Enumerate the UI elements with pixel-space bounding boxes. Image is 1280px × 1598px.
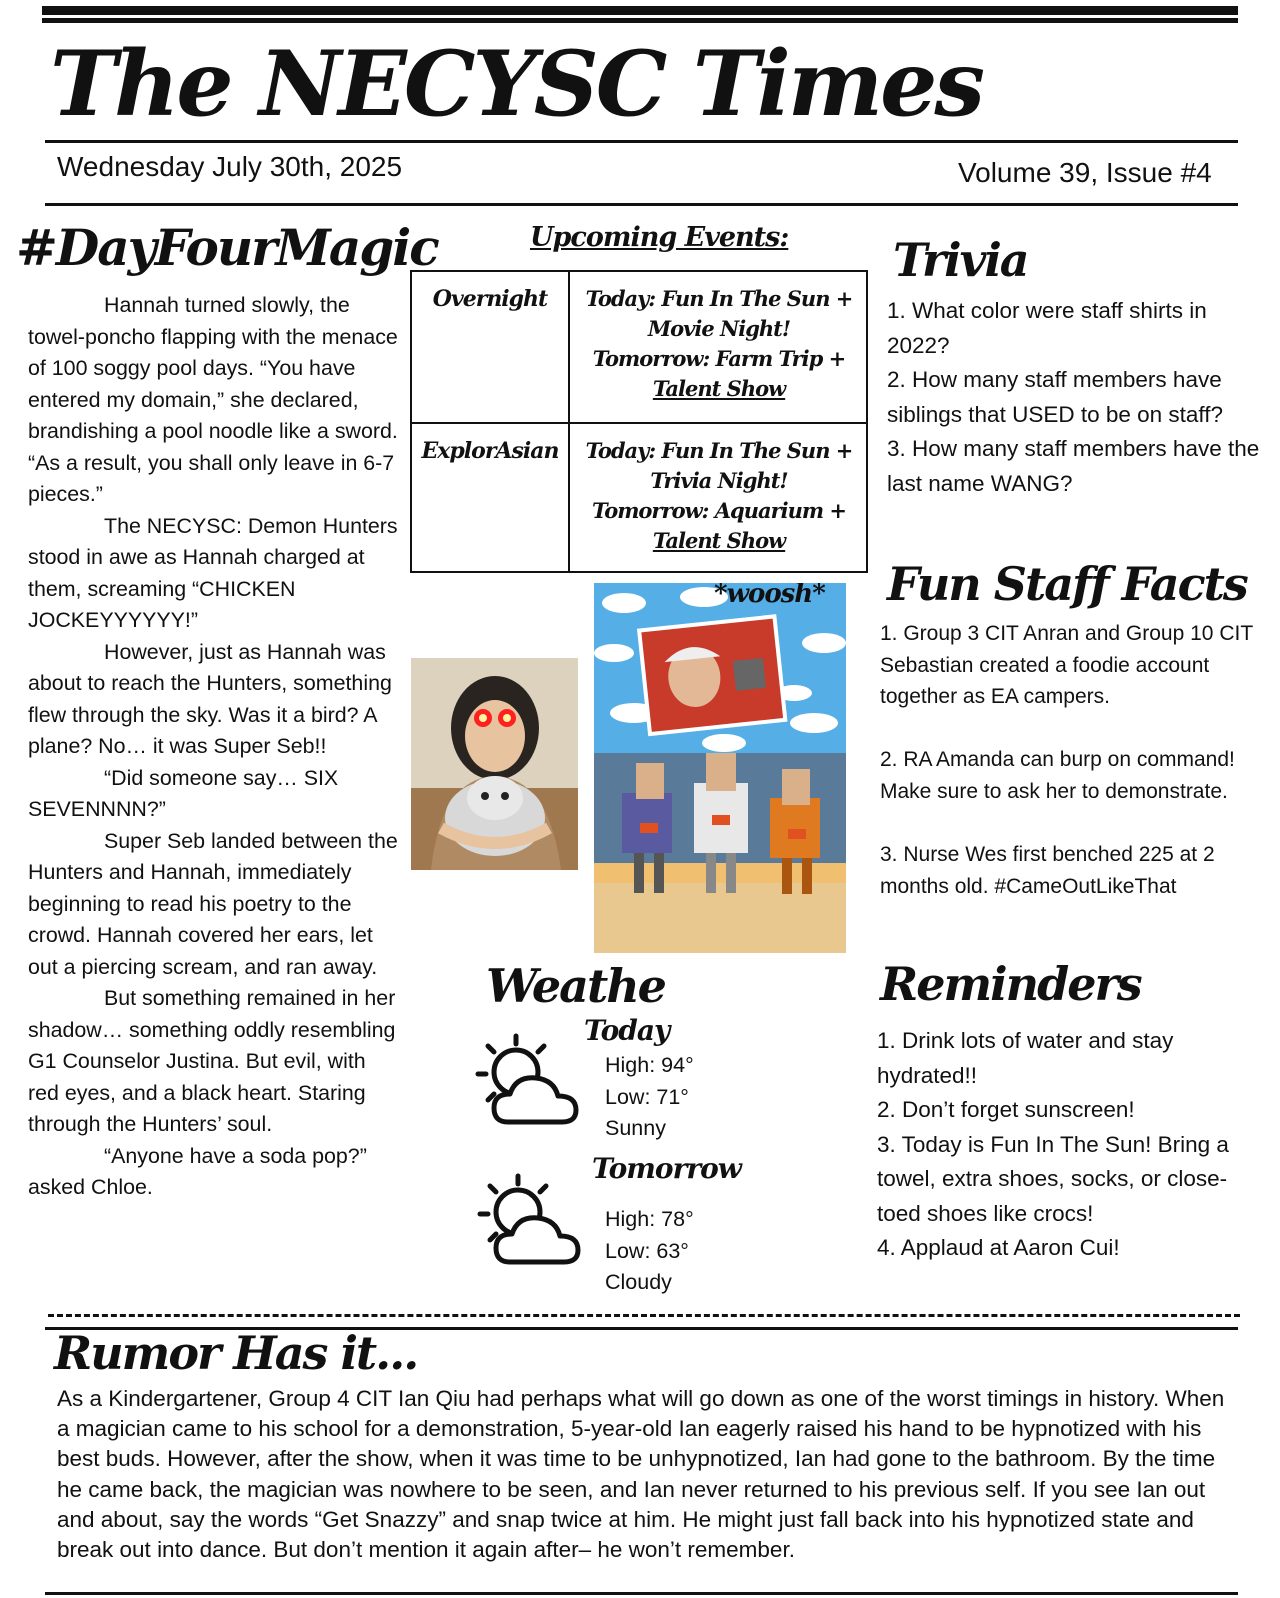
weather-tomorrow-label: Tomorrow	[592, 1152, 741, 1185]
story-body	[28, 290, 400, 1204]
weather-tomorrow-details	[605, 1204, 694, 1299]
event-line: Tomorrow: Farm Trip +	[592, 346, 846, 371]
weather-today-low: Low: 71°	[605, 1084, 689, 1109]
reminders-title: Reminders	[880, 957, 1141, 1011]
dashed-divider	[48, 1314, 1240, 1317]
story-paragraph: However, just as Hannah was about to reach the Hunters, something flew through the sky. Was it a bird? A plane? No… it was Super Seb!!	[28, 639, 392, 758]
weather-today-label: Today	[584, 1014, 670, 1047]
reminder-item: 4. Applaud at Aaron Cui!	[877, 1235, 1120, 1260]
fact-item: 1. Group 3 CIT Anran and Group 10 CIT Sebastian created a foodie account together as EA campers.	[880, 622, 1253, 709]
events-table	[410, 270, 868, 573]
trivia-item: 3. How many staff members have the last name WANG?	[887, 436, 1260, 496]
masthead-top-rule-2	[42, 18, 1238, 23]
reminder-item: 1. Drink lots of water and stay hydrated!!	[877, 1028, 1174, 1088]
weather-tomorrow-condition: Cloudy	[605, 1270, 672, 1294]
event-description	[572, 424, 866, 556]
trivia-item: 2. How many staff members have siblings that USED to be on staff?	[887, 367, 1224, 427]
event-description	[572, 272, 866, 404]
story-paragraph: “Did someone say… SIX SEVENNNN?”	[28, 765, 339, 821]
weather-title: Weathe	[486, 959, 665, 1013]
story-title: #DayFourMagic	[16, 218, 438, 277]
fact-item: 2. RA Amanda can burp on command! Make sure to ask her to demonstrate.	[880, 748, 1235, 803]
events-title: Upcoming Events:	[530, 222, 789, 253]
issue-date: Wednesday July 30th, 2025	[57, 151, 403, 182]
event-group-name: ExplorAsian	[412, 424, 570, 573]
event-line: Tomorrow: Aquarium +	[591, 498, 846, 523]
weather-today-high: High: 94°	[605, 1053, 694, 1077]
rumor-title: Rumor Has it...	[54, 1326, 418, 1380]
event-line: Talent Show	[652, 376, 786, 401]
story-paragraph: But something remained in her shadow… something oddly resembling G1 Counselor Justina. But evil, with red eyes, and a black heart. Staring through the Hunters’ soul.	[28, 986, 396, 1136]
photo-girl-illustration	[411, 658, 578, 870]
event-line: Talent Show	[652, 528, 786, 553]
facts-list	[880, 618, 1275, 934]
photo-girl-with-plush	[411, 658, 578, 870]
facts-title: Fun Staff Facts	[887, 557, 1247, 611]
masthead-bottom-rule	[45, 203, 1238, 206]
newspaper-title: The NECYSC Times	[50, 31, 983, 137]
trivia-item: 1. What color were staff shirts in 2022?	[887, 298, 1207, 358]
event-group-name: Overnight	[412, 272, 570, 422]
trivia-title: Trivia	[893, 233, 1028, 287]
rumor-bottom-rule	[45, 1592, 1238, 1595]
weather-tomorrow-high: High: 78°	[605, 1207, 694, 1231]
masthead-rule	[45, 140, 1238, 143]
weather-today-condition: Sunny	[605, 1116, 666, 1140]
story-paragraph: The NECYSC: Demon Hunters stood in awe as Hannah charged at them, screaming “CHICKEN JOCKEYYYYYY!”	[28, 513, 398, 632]
story-paragraph: Super Seb landed between the Hunters and Hannah, immediately beginning to read his poetry to the crowd. Hannah covered her ears, let out a piercing scream, and ran away.	[28, 828, 398, 979]
partly-cloudy-icon	[468, 1170, 590, 1270]
event-line: Today: Fun In The Sun +	[585, 438, 853, 463]
weather-today-details	[605, 1050, 694, 1145]
photo-collage	[594, 583, 846, 953]
collage-caption: *woosh*	[714, 583, 825, 609]
trivia-list	[887, 294, 1267, 501]
collage-illustration	[594, 583, 846, 953]
story-paragraph: Hannah turned slowly, the towel-poncho flapping with the menace of 100 soggy pool days. “You have entered my domain,” she declared, brandishing a pool noodle like a sword. “As a result, you shall only leave in 6-7 pieces.”	[28, 293, 398, 506]
story-paragraph: “Anyone have a soda pop?” asked Chloe.	[28, 1143, 367, 1199]
reminders-list	[877, 1024, 1257, 1266]
event-line: Movie Night!	[647, 316, 791, 341]
partly-cloudy-icon	[466, 1030, 586, 1130]
masthead-top-rule	[42, 6, 1238, 15]
events-row	[412, 422, 866, 573]
event-line: Today: Fun In The Sun +	[585, 286, 853, 311]
events-row	[412, 272, 866, 422]
event-line: Trivia Night!	[650, 468, 788, 493]
issue-volume: Volume 39, Issue #4	[958, 157, 1212, 188]
rumor-text: As a Kindergartener, Group 4 CIT Ian Qiu had perhaps what will go down as one of the worst timings in history. When a magician came to his school for a demonstration, 5-year-old Ian eagerly raised his hand to be hypnotized with his best buds. However, after the show, when it was time to be unhypnotized, Ian had gone to the bathroom. By the time he came back, the magician was nowhere to be seen, and Ian never returned to his previous self. If you see Ian out and about, say the words “Get Snazzy” and snap twice at him. He might just fall back into his hypnotized state and break out into dance. But don’t mention it again after– he won’t remember.	[57, 1386, 1225, 1563]
weather-tomorrow-low: Low: 63°	[605, 1238, 689, 1263]
fact-item: 3. Nurse Wes first benched 225 at 2 months old. #CameOutLikeThat	[880, 843, 1215, 898]
reminder-item: 2. Don’t forget sunscreen!	[877, 1097, 1135, 1122]
reminder-item: 3. Today is Fun In The Sun! Bring a towel, extra shoes, socks, or close-toed shoes like crocs!	[877, 1131, 1229, 1226]
